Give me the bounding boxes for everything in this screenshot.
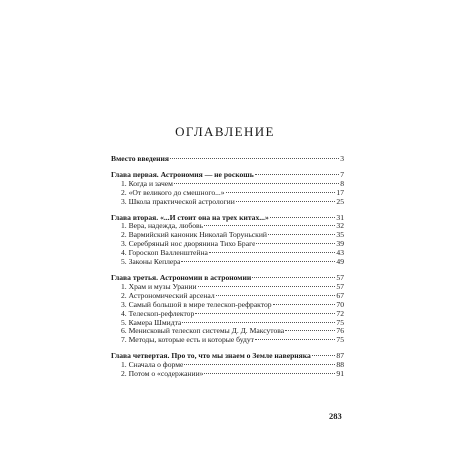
dot-leader (256, 243, 335, 244)
dot-leader (255, 339, 335, 340)
toc-section-entry (111, 258, 344, 267)
dot-leader (195, 313, 335, 314)
toc-entry-page: 75 (336, 335, 344, 345)
dot-leader (273, 304, 336, 305)
dot-leader (312, 355, 336, 356)
toc-section-entry (111, 292, 344, 301)
toc-entry-page: 75 (336, 317, 344, 327)
toc-entry-title: Глава первая. Астрономия — не роскошь (111, 170, 254, 179)
dot-leader (184, 364, 335, 365)
dot-leader (216, 295, 336, 296)
toc-entry-title: 1. Сначала о форме (121, 361, 184, 370)
toc-section-entry (111, 240, 344, 249)
toc-section-entry (111, 301, 344, 310)
toc-entry-title: 1. Вера, надежда, любовь (121, 222, 204, 231)
toc-section-entry (111, 310, 344, 319)
toc-entry-page: 87 (336, 351, 344, 361)
toc-entry-title: 6. Менисковый телескоп системы Д. Д. Максутова (121, 327, 285, 336)
dot-leader (204, 373, 335, 374)
toc-entry-title: 2. Вармийский каноник Николай Торуньский (121, 231, 267, 240)
toc-entry-title: Вместо введения (111, 155, 169, 163)
page-number: 283 (329, 411, 342, 421)
toc-entry-page: 72 (336, 308, 344, 318)
toc-chapter-entry (111, 352, 344, 361)
toc-entry-title: 3. Самый большой в мире телескоп-рефрактор (121, 300, 272, 309)
toc-section-entry (111, 370, 344, 379)
toc-entry-title: 2. «От великого до смешного...» (121, 188, 225, 197)
table-of-contents (111, 155, 344, 379)
toc-section-entry (111, 319, 344, 328)
dot-leader (270, 217, 336, 218)
dot-leader (182, 322, 335, 323)
toc-entry-page: 8 (340, 178, 344, 188)
toc-entry-page: 3 (340, 154, 344, 163)
toc-entry-page: 31 (336, 212, 344, 222)
dot-leader (181, 261, 335, 262)
toc-entry-page: 57 (336, 281, 344, 291)
toc-entry-title: 3. Школа практической астрологии (121, 197, 235, 206)
dot-leader (252, 277, 335, 278)
toc-entry-title: 5. Камера Шмидта (121, 318, 182, 327)
toc-entry-title: 7. Методы, которые есть и которые будут (121, 336, 254, 345)
toc-entry-title: 2. Потом о «содержании» (121, 370, 204, 379)
dot-leader (209, 252, 336, 253)
toc-entry-title: 2. Астрономический арсенал (121, 291, 215, 300)
toc-entry-page: 39 (336, 239, 344, 249)
toc-entry-page: 57 (336, 272, 344, 282)
toc-entry-title: 3. Серебряный нос дворянина Тихо Браге (121, 240, 256, 249)
toc-section-entry (111, 222, 344, 231)
toc-entry-page: 70 (336, 299, 344, 309)
toc-entry-page: 49 (336, 257, 344, 267)
dot-leader (174, 183, 339, 184)
toc-entry-page: 91 (336, 369, 344, 379)
toc-entry-title: 4. Телескоп-рефлектор (121, 309, 195, 318)
toc-section-entry (111, 327, 344, 336)
toc-chapter-entry (111, 171, 344, 180)
dot-leader (226, 192, 336, 193)
toc-section-entry (111, 231, 344, 240)
toc-entry-title: 1. Храм и музы Урании (121, 282, 197, 291)
toc-entry-page: 43 (336, 248, 344, 258)
toc-entry-page: 35 (336, 230, 344, 240)
toc-section-entry (111, 249, 344, 258)
page-title: ОГЛАВЛЕНИЕ (175, 124, 275, 139)
dot-leader (236, 201, 336, 202)
toc-entry-page: 17 (336, 187, 344, 197)
toc-entry-page: 88 (336, 360, 344, 370)
dot-leader (198, 286, 336, 287)
toc-entry-title: 4. Гороскоп Валленштейна (121, 249, 208, 258)
toc-chapter-entry (111, 214, 344, 223)
toc-section-entry (111, 198, 344, 207)
dot-leader (268, 234, 335, 235)
toc-entry-title: Глава вторая. «...И стоит она на трех китах...» (111, 213, 269, 222)
toc-entry-page: 67 (336, 290, 344, 300)
toc-section-entry (111, 180, 344, 189)
toc-entry-title: Глава четвертая. Про то, что мы знаем о Земле наверняка (111, 352, 311, 361)
toc-section-entry (111, 283, 344, 292)
toc-entry-page: 7 (340, 169, 344, 179)
toc-entry-title: Глава третья. Астрономии в астрономии (111, 273, 252, 282)
toc-entry-title: 1. Когда и зачем (121, 179, 173, 188)
toc-entry-page: 25 (336, 196, 344, 206)
dot-leader (204, 225, 335, 226)
dot-leader (170, 158, 339, 159)
toc-chapter-entry (111, 274, 344, 283)
toc-entry-title: 5. Законы Кеплера (121, 258, 181, 267)
toc-chapter-entry (111, 155, 344, 164)
dot-leader (255, 174, 339, 175)
toc-entry-page: 76 (336, 326, 344, 336)
toc-section-entry (111, 361, 344, 370)
toc-section-entry (111, 189, 344, 198)
dot-leader (285, 330, 335, 331)
toc-section-entry (111, 336, 344, 345)
toc-entry-page: 32 (336, 221, 344, 231)
